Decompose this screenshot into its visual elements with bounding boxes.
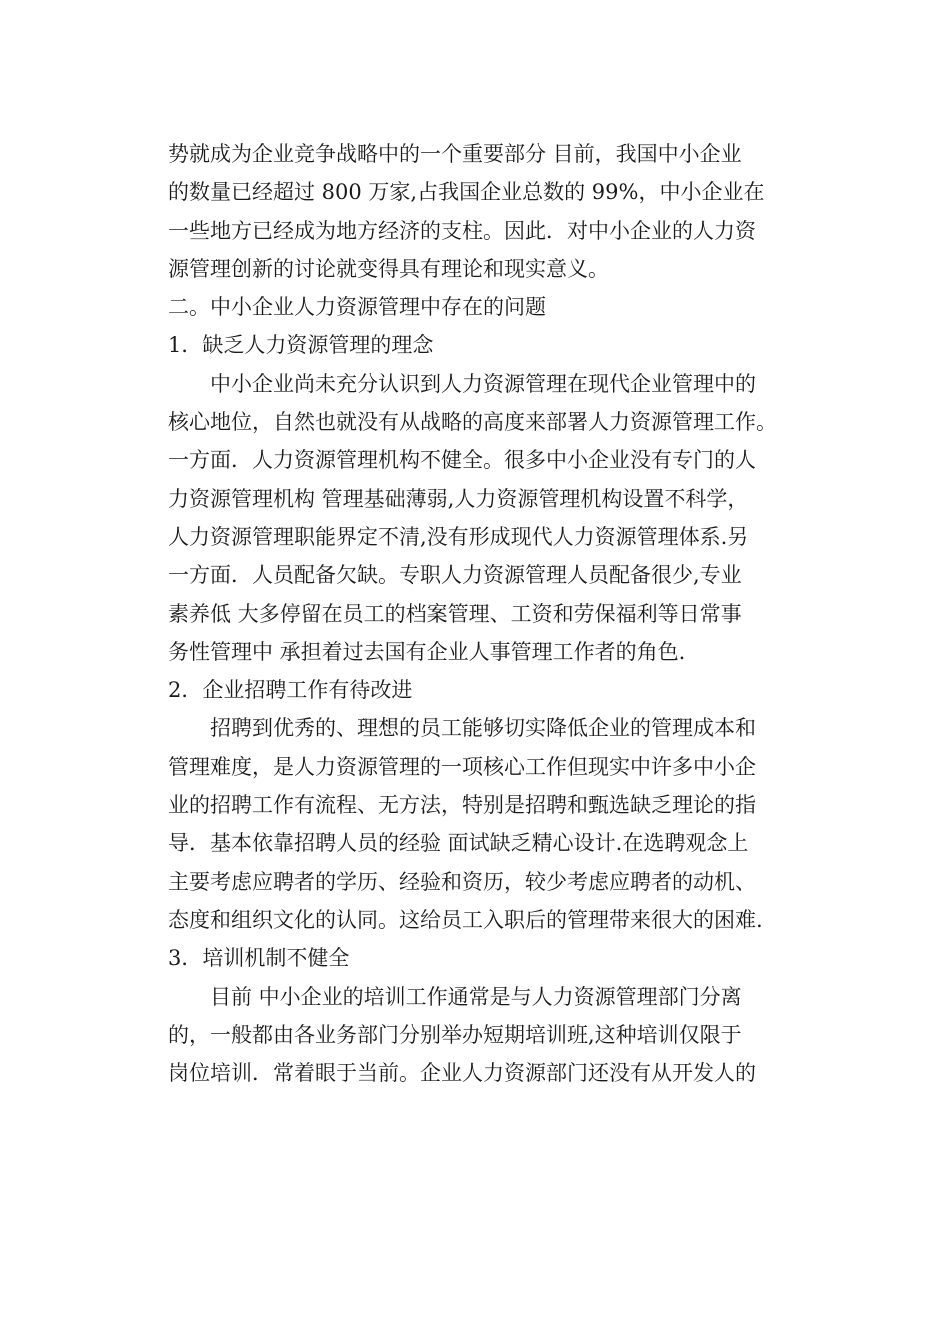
text-line: 1．缺乏人力资源管理的理念 [168, 333, 434, 358]
text-line: 势就成为企业竞争战略中的一个重要部分 目前，我国中小企业 [168, 142, 742, 166]
text-line: 的数量已经超过 800 万家,占我国企业总数的 99%，中小企业在 [168, 180, 765, 205]
text-line: 源管理创新的讨论就变得具有理论和现实意义。 [168, 256, 609, 281]
text-line: 管理难度，是人力资源管理的一项核心工作但现实中许多中小企 [168, 754, 756, 779]
text-line: 主要考虑应聘者的学历、经验和资历，较少考虑应聘者的动机、 [168, 869, 756, 894]
body-text [168, 135, 808, 1092]
paragraph-first-line: 招聘到优秀的、理想的员工能够切实降低企业的管理成本和 [210, 716, 756, 741]
text-line: 的，一般都由各业务部门分别举办短期培训班,这种培训仅限于 [168, 1022, 742, 1047]
paragraph-first-line: 中小企业尚未充分认识到人力资源管理在现代企业管理中的 [210, 371, 756, 396]
text-line: 业的招聘工作有流程、无方法，特别是招聘和甄选缺乏理论的指 [168, 793, 756, 818]
text-line: 导．基本依靠招聘人员的经验 面试缺乏精心设计.在选聘观念上 [168, 831, 749, 856]
text-line: 一方面．人员配备欠缺。专职人力资源管理人员配备很少,专业 [168, 563, 742, 588]
text-line: 二。中小企业人力资源管理中存在的问题 [168, 295, 546, 320]
text-line: 核心地位，自然也就没有从战略的高度来部署人力资源管理工作。 [168, 410, 777, 435]
paragraph-first-line: 目前 中小企业的培训工作通常是与人力资源管理部门分离 [210, 984, 742, 1009]
text-line: 2．企业招聘工作有待改进 [168, 678, 413, 703]
text-line: 3．培训机制不健全 [168, 946, 350, 971]
text-line: 务性管理中 承担着过去国有企业人事管理工作者的角色. [168, 639, 686, 664]
text-line: 一方面．人力资源管理机构不健全。很多中小企业没有专门的人 [168, 448, 756, 473]
text-line: 人力资源管理职能界定不清,没有形成现代人力资源管理体系.另 [168, 524, 749, 549]
text-line: 一些地方已经成为地方经济的支柱。因此．对中小企业的人力资 [168, 218, 756, 243]
text-line: 力资源管理机构 管理基础薄弱,人力资源管理机构设置不科学， [168, 486, 749, 511]
text-line: 素养低 大多停留在员工的档案管理、工资和劳保福利等日常事 [168, 601, 742, 626]
text-line: 态度和组织文化的认同。这给员工入职后的管理带来很大的困难. [168, 907, 763, 932]
text-line: 岗位培训．常着眼于当前。企业人力资源部门还没有从开发人的 [168, 1061, 756, 1086]
